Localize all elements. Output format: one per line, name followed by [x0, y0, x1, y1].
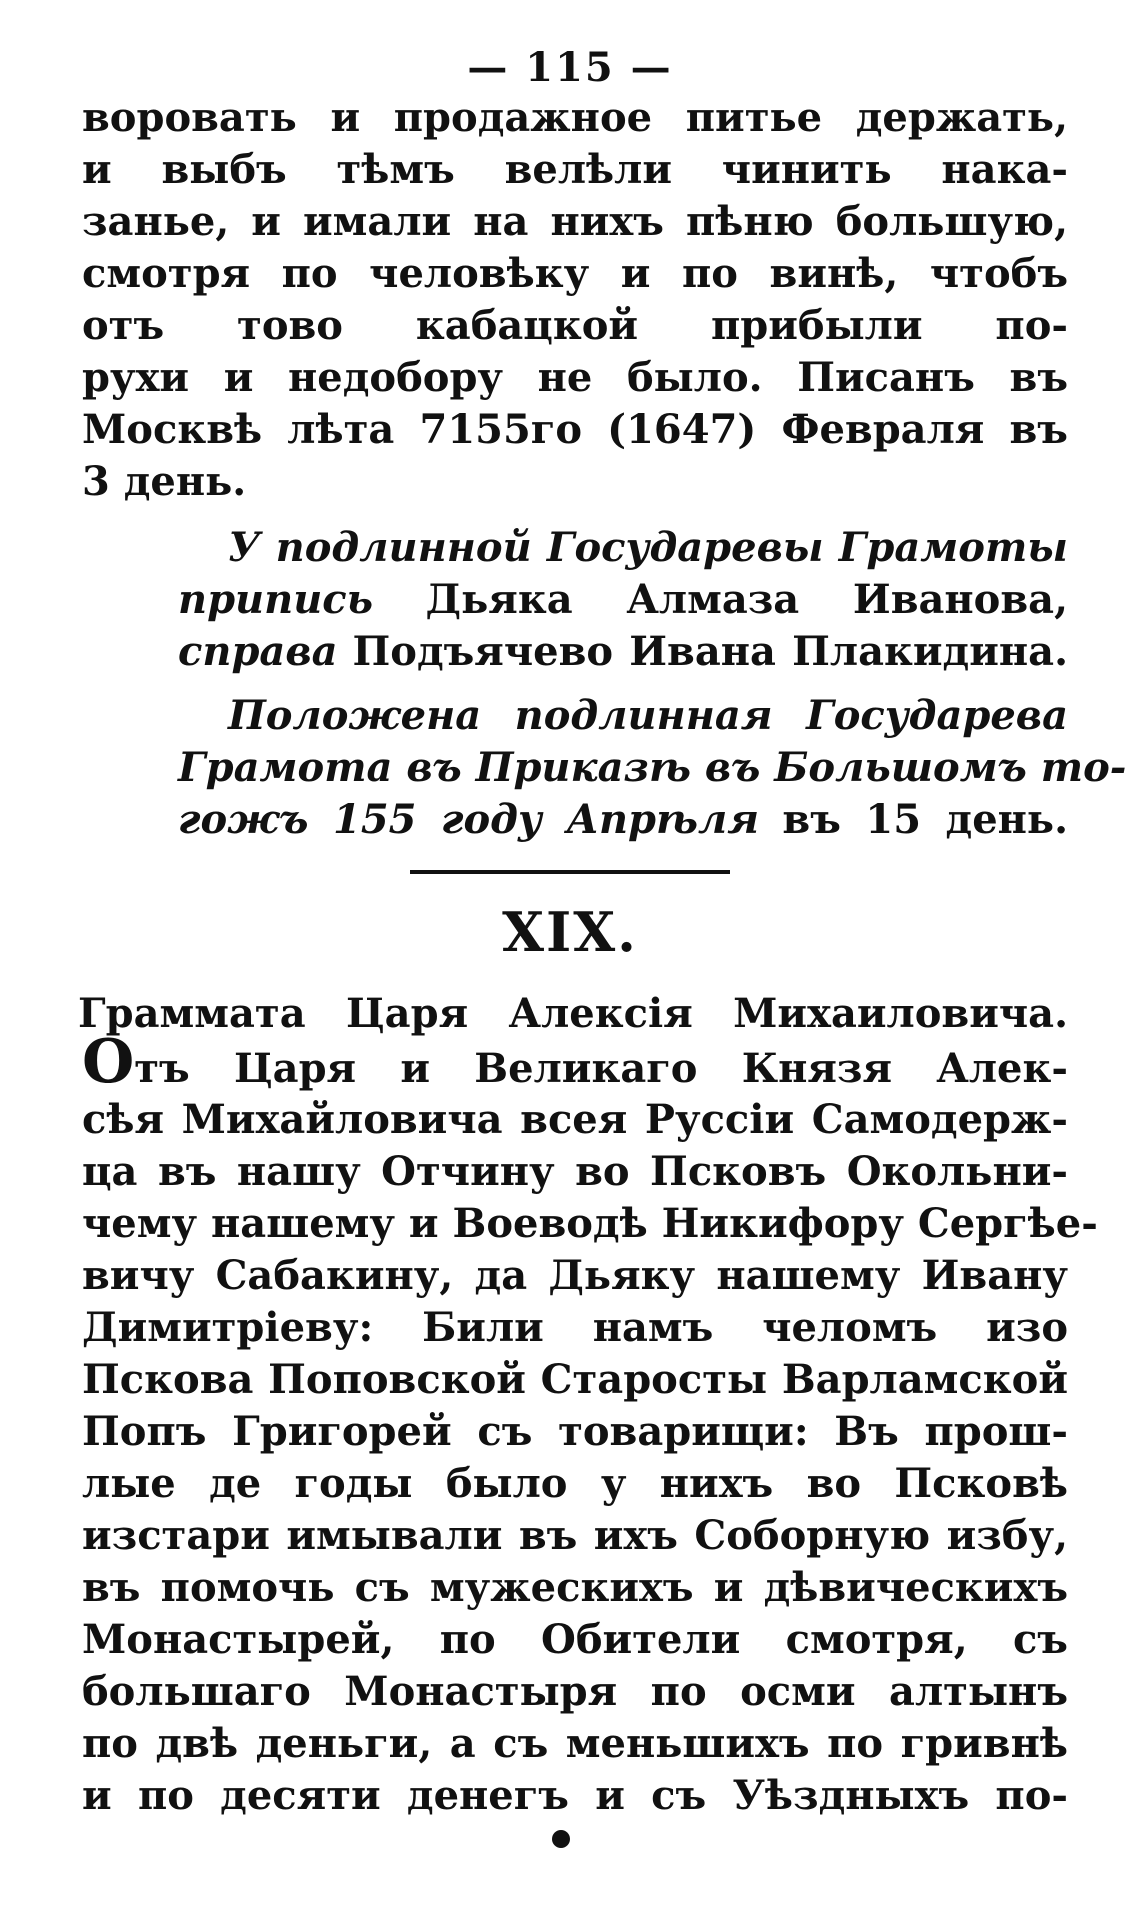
- note-line: [178, 574, 1068, 626]
- text-line: и по десяти денегъ и съ Уѣздныхъ по-: [82, 1772, 1068, 1819]
- note-text-italic: припись: [178, 576, 374, 623]
- drop-cap: О: [82, 1027, 135, 1097]
- text-line: по двѣ деньги, а съ меньшихъ по гривнѣ: [82, 1720, 1068, 1767]
- text-line: чему нашему и Воеводѣ Никифору Сергѣе-: [82, 1200, 1098, 1247]
- section-title: Граммата Царя Алексія Михаиловича.: [78, 990, 1068, 1037]
- text-line: и выбъ тѣмъ велѣли чинить нака-: [82, 146, 1068, 193]
- note-text: Положена подлинная Государева: [228, 692, 1068, 739]
- text-line: рухи и недобору не было. Писанъ въ: [82, 354, 1068, 401]
- text-line: воровать и продажное питье держать,: [82, 94, 1068, 141]
- note-line: [178, 794, 1068, 846]
- text-line: Пскова Поповской Старосты Варламской: [82, 1356, 1068, 1403]
- note-line: [178, 626, 1068, 678]
- text-line: Димитріеву: Били намъ челомъ изо: [82, 1304, 1068, 1351]
- text-line: отъ тово кабацкой прибыли по-: [82, 302, 1068, 349]
- note-text-roman: Дьяка Алмаза Иванова,: [425, 576, 1068, 623]
- note-line: [228, 522, 1068, 574]
- section-divider: [410, 870, 730, 874]
- note-text-italic: справа: [178, 628, 338, 675]
- text-line-first: [82, 1027, 1068, 1097]
- text-line: сѣя Михайловича всея Руссіи Самодерж-: [82, 1096, 1068, 1143]
- text-run: тъ Царя и Великаго Князя Алек-: [134, 1045, 1068, 1092]
- text-line: вичу Сабакину, да Дьяку нашему Ивану: [82, 1252, 1068, 1299]
- text-line: Монастырей, по Обители смотря, съ: [82, 1616, 1068, 1663]
- note-text: У подлинной Государевы Грамоты: [228, 524, 1068, 571]
- note-line: [228, 690, 1068, 742]
- note-text-italic: гожъ 155 году Апрѣля: [178, 796, 760, 843]
- text-line: занье, и имали на нихъ пѣню большую,: [82, 198, 1068, 245]
- text-line: Попъ Григорей съ товарищи: Въ прош-: [82, 1408, 1068, 1455]
- page-number: — 115 —: [467, 44, 673, 91]
- text-line: лые де годы было у нихъ во Псковѣ: [82, 1460, 1068, 1507]
- text-line: въ помочь съ мужескихъ и дѣвическихъ: [82, 1564, 1068, 1611]
- text-line: ца въ нашу Отчину во Псковъ Окольни-: [82, 1148, 1068, 1195]
- note-text-roman: Подъячево Ивана Плакидина.: [352, 628, 1069, 675]
- section-number: XIX.: [502, 900, 638, 964]
- note-text: Грамота въ Приказѣ въ Большомъ то-: [178, 744, 1127, 791]
- page-ornament: [552, 1830, 570, 1848]
- text-line: Москвѣ лѣта 7155го (1647) Февраля въ: [82, 406, 1068, 453]
- note-line: [178, 742, 1127, 794]
- text-line: большаго Монастыря по осми алтынъ: [82, 1668, 1068, 1715]
- text-line: смотря по человѣку и по винѣ, чтобъ: [82, 250, 1068, 297]
- text-line: изстари имывали въ ихъ Соборную избу,: [82, 1512, 1068, 1559]
- text-line: 3 день.: [82, 458, 247, 505]
- note-text-roman: въ 15 день.: [782, 796, 1069, 843]
